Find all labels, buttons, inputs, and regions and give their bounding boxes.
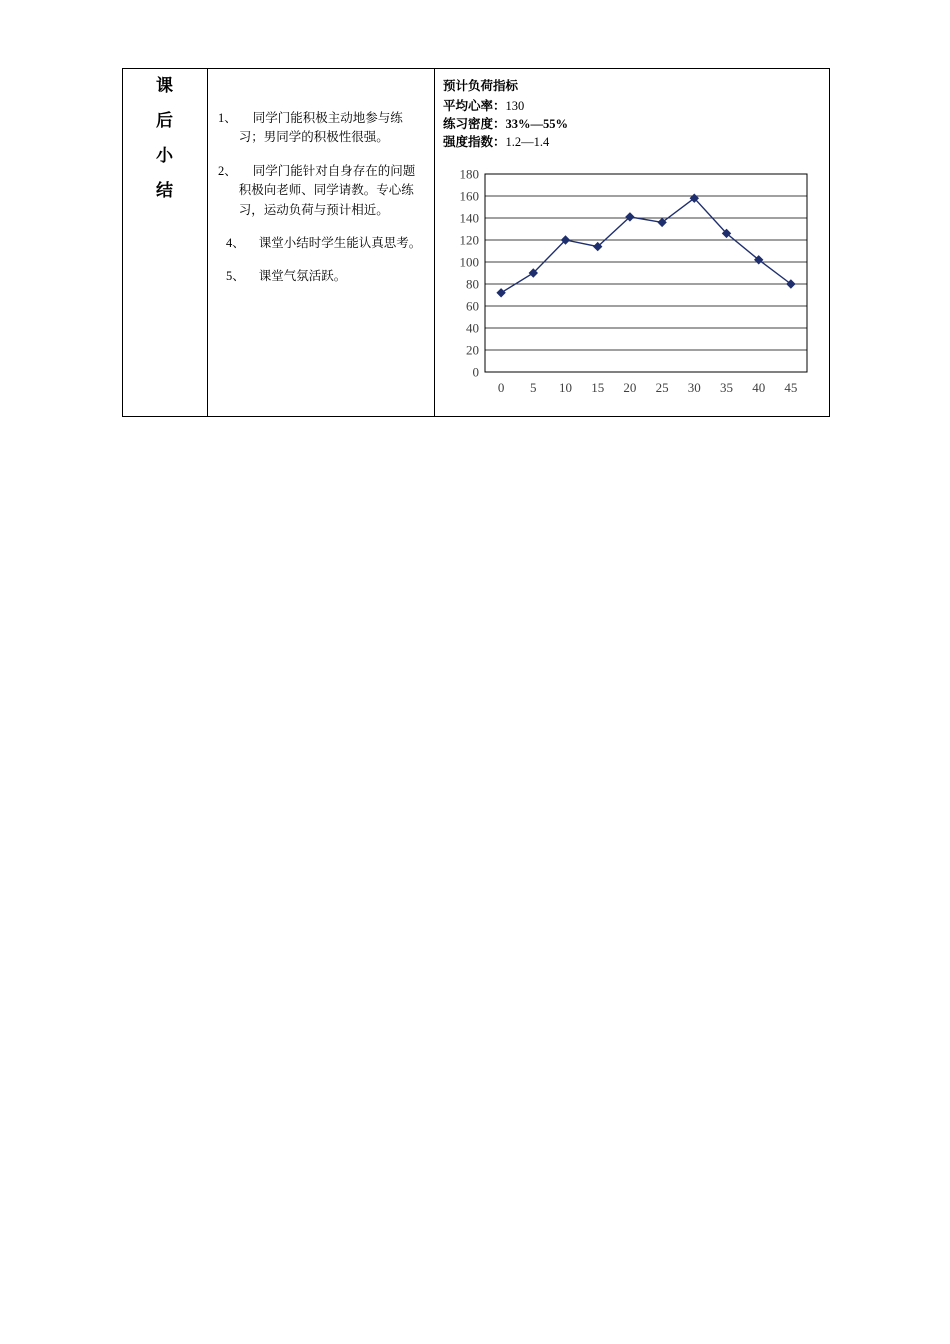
row-label-char-4: 结 bbox=[156, 180, 174, 200]
svg-text:10: 10 bbox=[559, 379, 572, 395]
svg-text:5: 5 bbox=[530, 379, 537, 395]
notes-list bbox=[208, 69, 434, 313]
svg-text:100: 100 bbox=[459, 254, 479, 269]
svg-text:40: 40 bbox=[466, 320, 479, 335]
svg-text:60: 60 bbox=[466, 298, 479, 313]
load-label: 强度指数： bbox=[443, 135, 506, 150]
note-text: 课堂气氛活跃。 bbox=[258, 269, 347, 284]
heart-rate-chart bbox=[443, 166, 815, 406]
row-label-stack bbox=[123, 69, 207, 208]
load-value: 33%—55% bbox=[505, 117, 569, 132]
svg-text:20: 20 bbox=[466, 342, 479, 357]
note-text: 同学门能积极主动地参与练习；男同学的积极性很强。 bbox=[238, 111, 403, 145]
svg-text:0: 0 bbox=[472, 364, 479, 379]
svg-text:0: 0 bbox=[497, 379, 505, 395]
note-number: 2、 bbox=[218, 163, 237, 178]
load-label: 平均心率： bbox=[443, 99, 506, 114]
svg-text:30: 30 bbox=[687, 379, 701, 395]
list-item bbox=[218, 234, 422, 253]
row-label-char-1: 课 bbox=[156, 76, 174, 95]
svg-text:180: 180 bbox=[459, 166, 479, 181]
load-item-density bbox=[443, 115, 819, 133]
svg-text:25: 25 bbox=[655, 379, 669, 395]
row-label-char-2: 后 bbox=[156, 110, 174, 130]
list-item bbox=[218, 267, 422, 286]
load-panel bbox=[435, 69, 829, 416]
svg-text:15: 15 bbox=[591, 379, 605, 395]
svg-text:120: 120 bbox=[459, 232, 479, 247]
row-label-char-3: 小 bbox=[156, 145, 174, 165]
note-text: 课堂小结时学生能认真思考。 bbox=[258, 235, 422, 250]
note-number: 1、 bbox=[218, 111, 237, 125]
note-number: 5、 bbox=[226, 269, 245, 284]
table-row bbox=[123, 69, 830, 417]
svg-text:45: 45 bbox=[784, 379, 798, 395]
svg-text:160: 160 bbox=[459, 188, 479, 203]
row-label-cell bbox=[123, 69, 208, 417]
load-item-avg-hr bbox=[443, 97, 819, 115]
load-label: 练习密度： bbox=[443, 117, 506, 132]
svg-text:35: 35 bbox=[720, 379, 733, 395]
svg-text:140: 140 bbox=[459, 210, 479, 225]
load-value: 1.2—1.4 bbox=[505, 135, 550, 150]
load-value: 130 bbox=[505, 99, 525, 114]
load-title: 预计负荷指标 bbox=[443, 79, 519, 93]
svg-text:20: 20 bbox=[623, 379, 637, 395]
lesson-summary-table bbox=[122, 68, 830, 417]
load-item-intensity bbox=[443, 133, 819, 151]
notes-cell bbox=[208, 69, 435, 417]
load-chart-cell bbox=[435, 69, 830, 417]
list-item bbox=[218, 109, 422, 148]
svg-text:80: 80 bbox=[466, 276, 479, 291]
svg-text:40: 40 bbox=[752, 379, 766, 395]
note-number: 4、 bbox=[226, 235, 245, 250]
chart-svg bbox=[443, 166, 815, 406]
note-text: 同学门能针对自身存在的问题积极向老师、同学请教。专心练习，运动负荷与预计相近。 bbox=[238, 163, 416, 217]
list-item bbox=[218, 162, 422, 220]
